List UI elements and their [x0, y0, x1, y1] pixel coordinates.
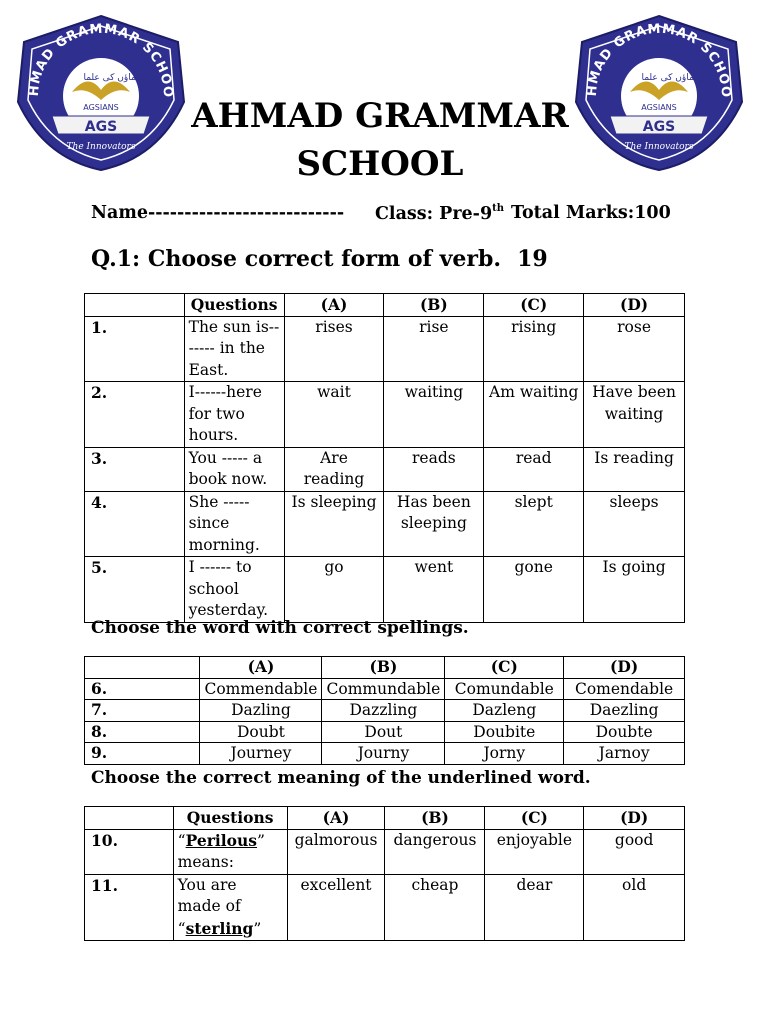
option-a: Journey [200, 743, 322, 765]
question-text: I------here for two hours. [184, 382, 284, 448]
option-d: Have been waiting [584, 382, 685, 448]
option-b: Has been sleeping [384, 491, 484, 557]
question-number: 6. [85, 678, 200, 700]
option-d: Jarnoy [564, 743, 685, 765]
school-logo-right [566, 12, 752, 172]
table-header-row [85, 294, 685, 317]
school-title-line2: SCHOOL [296, 144, 464, 184]
question-text: She ----- since morning. [184, 491, 284, 557]
svg-text:The Innovators: The Innovators [624, 142, 694, 152]
table-row [85, 557, 685, 623]
option-a: Dazling [200, 700, 322, 722]
svg-text:AGSIANS: AGSIANS [641, 103, 677, 112]
option-b: cheap [385, 874, 485, 941]
header-cell [85, 294, 185, 317]
header-cell: (B) [322, 657, 445, 679]
option-b: rise [384, 316, 484, 382]
meaning-section-heading: Choose the correct meaning of the underlined word. [91, 768, 591, 788]
table-row [85, 447, 685, 491]
question-number: 9. [85, 743, 200, 765]
svg-text:AGSIANS: AGSIANS [83, 103, 119, 112]
option-c: Jorny [445, 743, 564, 765]
header-cell: (A) [200, 657, 322, 679]
table-row [85, 316, 685, 382]
table-row [85, 700, 685, 722]
option-a: go [284, 557, 384, 623]
table-row [85, 743, 685, 765]
question-number: 7. [85, 700, 200, 722]
underlined-word: Perilous [185, 830, 257, 850]
header-cell: (A) [287, 807, 385, 830]
verb-form-table [84, 293, 685, 623]
option-a: excellent [287, 874, 385, 941]
option-d: Doubte [564, 721, 685, 743]
school-title [190, 92, 570, 188]
question-1-heading [91, 246, 548, 272]
option-a: galmorous [287, 829, 385, 874]
option-d: sleeps [584, 491, 685, 557]
logo-ring-text: HMAD GRAMMAR SCHOO [26, 21, 176, 99]
option-a: Doubt [200, 721, 322, 743]
option-a: wait [284, 382, 384, 448]
option-c: dear [485, 874, 584, 941]
word-meaning-table [84, 806, 685, 941]
header-cell: (B) [385, 807, 485, 830]
header-cell: (B) [384, 294, 484, 317]
question-number: 8. [85, 721, 200, 743]
option-d: Comendable [564, 678, 685, 700]
option-c: read [484, 447, 584, 491]
header-cell [85, 807, 174, 830]
header-cell: Questions [184, 294, 284, 317]
option-d: good [584, 829, 685, 874]
option-c: Am waiting [484, 382, 584, 448]
svg-text:رہنماؤں کی علما: رہنماؤں کی علما [83, 73, 149, 83]
table-row [85, 678, 685, 700]
question-text: You ----- a book now. [184, 447, 284, 491]
header-cell: Questions [173, 807, 287, 830]
question-1-title: Q.1: Choose correct form of verb. [91, 246, 502, 272]
table-header-row [85, 657, 685, 679]
option-b: Journy [322, 743, 445, 765]
option-b: Dazzling [322, 700, 445, 722]
question-number: 5. [85, 557, 185, 623]
option-a: Is sleeping [284, 491, 384, 557]
option-b: Commundable [322, 678, 445, 700]
option-d: Is going [584, 557, 685, 623]
question-text: I ------ to school yesterday. [184, 557, 284, 623]
option-a: rises [284, 316, 384, 382]
class-label: Class: Pre-9th [375, 203, 505, 224]
option-c: Comundable [445, 678, 564, 700]
spelling-section-heading: Choose the word with correct spellings. [91, 618, 469, 638]
header-cell: (A) [284, 294, 384, 317]
question-number: 2. [85, 382, 185, 448]
option-d: Daezling [564, 700, 685, 722]
option-d: old [584, 874, 685, 941]
table-row [85, 829, 685, 874]
svg-text:رہنماؤں کی علما: رہنماؤں کی علما [641, 73, 707, 83]
option-b: Dout [322, 721, 445, 743]
header-cell: (C) [445, 657, 564, 679]
total-marks-label: Total Marks:100 [511, 203, 671, 223]
option-c: gone [484, 557, 584, 623]
question-text: The sun is------- in the East. [184, 316, 284, 382]
option-c: slept [484, 491, 584, 557]
table-row [85, 874, 685, 941]
question-number: 1. [85, 316, 185, 382]
header-cell: (C) [485, 807, 584, 830]
header-cell: (D) [584, 807, 685, 830]
question-1-marks: 19 [517, 246, 548, 272]
svg-text:The Innovators: The Innovators [66, 142, 136, 152]
question-number: 4. [85, 491, 185, 557]
option-d: rose [584, 316, 685, 382]
question-text: You are made of “sterling” [173, 874, 287, 941]
option-c: rising [484, 316, 584, 382]
option-b: reads [384, 447, 484, 491]
option-d: Is reading [584, 447, 685, 491]
option-b: went [384, 557, 484, 623]
table-row [85, 721, 685, 743]
svg-text:AHMAD GRAMMAR SCHOOL: HMAD GRAMMAR SCHOO [584, 21, 734, 99]
underlined-word: sterling [185, 918, 254, 938]
option-a: Commendable [200, 678, 322, 700]
option-c: Dazleng [445, 700, 564, 722]
option-b: dangerous [385, 829, 485, 874]
question-text: “Perilous” means: [173, 829, 287, 874]
school-title-line1: AHMAD GRAMMAR [191, 96, 569, 136]
table-row [85, 491, 685, 557]
header-cell: (D) [564, 657, 685, 679]
spelling-table [84, 656, 685, 765]
question-number: 11. [85, 874, 174, 941]
option-b: waiting [384, 382, 484, 448]
option-a: Are reading [284, 447, 384, 491]
option-c: Doubite [445, 721, 564, 743]
header-cell: (C) [484, 294, 584, 317]
name-field-label: Name--------------------------- [91, 203, 345, 223]
student-info-line [91, 203, 691, 223]
table-header-row [85, 807, 685, 830]
question-number: 10. [85, 829, 174, 874]
question-number: 3. [85, 447, 185, 491]
school-logo-left [8, 12, 194, 172]
option-c: enjoyable [485, 829, 584, 874]
header-cell: (D) [584, 294, 685, 317]
svg-text:AGS: AGS [84, 119, 118, 135]
header-cell [85, 657, 200, 679]
table-row [85, 382, 685, 448]
svg-text:AGS: AGS [642, 119, 676, 135]
